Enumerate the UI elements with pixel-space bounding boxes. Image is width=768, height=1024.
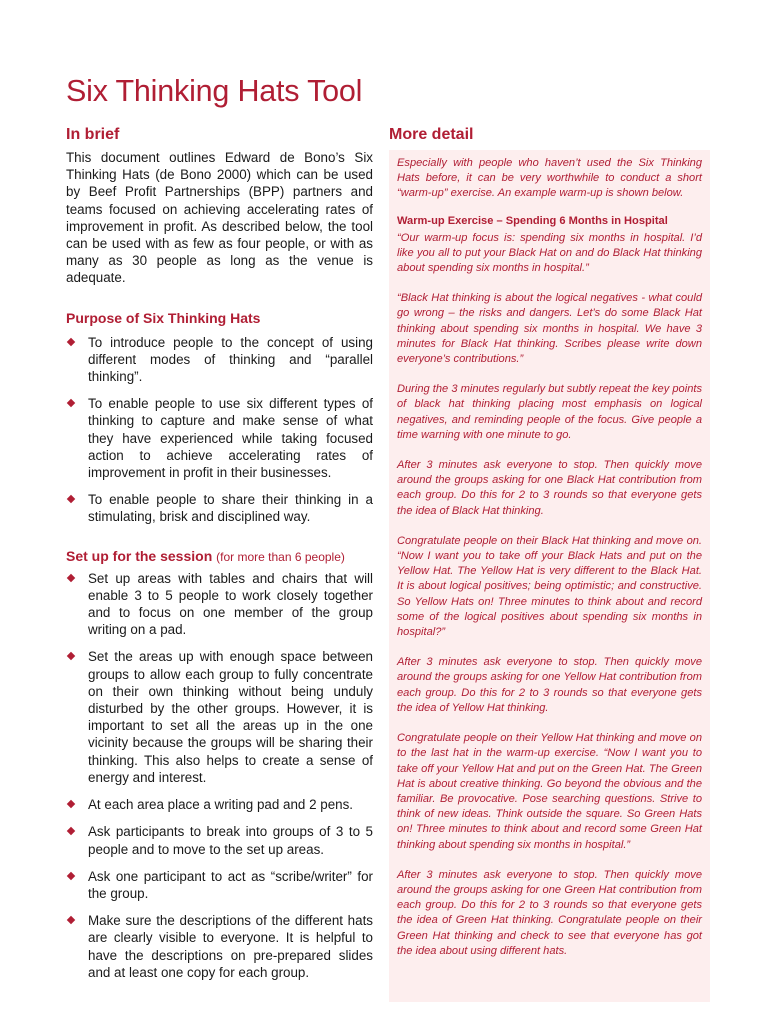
detail-paragraph: “Black Hat thinking is about the logical negatives - what could go wrong – the risks and dangers. Let’s do some Black Hat thinking about spending six months in hospital. We have 3 minutes for Black Hat thinking. Scribes please write down everyone’s contributions.” xyxy=(397,292,702,366)
diamond-bullet-icon xyxy=(67,573,75,581)
detail-paragraph: During the 3 minutes regularly but subtly repeat the key points of black hat thinking placing most emphasis on logical negatives, and reminding people of the focus. Give people a time warning with one minute to go. xyxy=(397,383,702,441)
detail-paragraph: After 3 minutes ask everyone to stop. Then quickly move around the groups asking for one Black Hat contribution from each group. Do this for 2 to 3 rounds so that everyone gets the idea of Black Hat thinking. xyxy=(397,459,702,517)
setup-heading-text: Set up for the session xyxy=(66,547,213,564)
list-item: To introduce people to the concept of using different modes of thinking and “parallel thinking”. xyxy=(66,334,373,386)
list-item: To enable people to share their thinking in a stimulating, brisk and disciplined way. xyxy=(66,491,373,525)
in-brief-text: This document outlines Edward de Bono’s Six Thinking Hats (de Bono 2000) which can be used by Beef Profit Partnerships (BPP) partners and teams focused on achieving accelerating rates of improvement in profit. As described below, the tool can be used with as few as four people, or with as many as 30 people as long as the venue is adequate. xyxy=(66,150,373,286)
diamond-bullet-icon xyxy=(67,399,75,407)
more-detail-panel xyxy=(389,150,710,1002)
list-item: To enable people to use six different types of thinking to capture and make sense of what they have experienced while taking focused action to achieve accelerating rates of improvement in profit in their businesses. xyxy=(66,395,373,481)
list-item: Ask participants to break into groups of 3 to 5 people and to move to the set up areas. xyxy=(66,823,373,857)
list-item: Set up areas with tables and chairs that will enable 3 to 5 people to work closely together and to focus on one member of the group writing on a pad. xyxy=(66,570,373,639)
in-brief-heading: In brief xyxy=(66,126,120,143)
right-column xyxy=(389,126,709,144)
diamond-bullet-icon xyxy=(67,337,75,345)
setup-heading-note: (for more than 6 people) xyxy=(216,549,345,564)
more-detail-heading: More detail xyxy=(389,126,474,143)
purpose-heading: Purpose of Six Thinking Hats xyxy=(66,309,261,326)
diamond-bullet-icon xyxy=(67,916,75,924)
document-title: Six Thinking Hats Tool xyxy=(66,74,363,108)
warmup-heading: Warm-up Exercise – Spending 6 Months in Hospital xyxy=(397,214,668,227)
left-column xyxy=(66,126,373,991)
detail-paragraph: After 3 minutes ask everyone to stop. Then quickly move around the groups asking for one Yellow Hat contribution from each group. Do this for 2 to 3 rounds so that everyone gets the idea of Yellow Hat thinking. xyxy=(397,656,702,714)
list-item: At each area place a writing pad and 2 pens. xyxy=(66,796,373,813)
detail-intro: Especially with people who haven’t used the Six Thinking Hats before, it can be very worthwhile to conduct a short “warm-up” exercise. An example warm-up is shown below. xyxy=(397,157,702,200)
setup-heading xyxy=(66,548,373,564)
diamond-bullet-icon xyxy=(67,800,75,808)
detail-paragraph: Congratulate people on their Black Hat thinking and move on. “Now I want you to take off your Black Hats and put on the Yellow Hat. The Yellow Hat is very different to the Black Hat. It is about logical positives; being optimistic; and constructive. So Yellow Hats on! Three minutes to think about and record some of the logical positives about spending six months in hospital?” xyxy=(397,534,702,639)
detail-paragraph: After 3 minutes ask everyone to stop. Then quickly move around the groups asking for one Green Hat contribution from each group. Do this for 2 to 3 rounds so that everyone gets the idea of Green Hat thinking. Congratulate people on their Green Hat thinking and check to see that everyone has got the idea about using different hats. xyxy=(397,868,702,957)
list-item: Ask one participant to act as “scribe/writer” for the group. xyxy=(66,868,373,902)
setup-list xyxy=(66,570,373,981)
diamond-bullet-icon xyxy=(67,652,75,660)
purpose-list xyxy=(66,334,373,526)
diamond-bullet-icon xyxy=(67,827,75,835)
list-item: Set the areas up with enough space between groups to allow each group to fully concentrate on their own thinking without being unduly disturbed by the other groups. However, it is important to set all the areas up in the one vicinity because the groups will be sharing their thinking. This also helps to create a sense of energy and interest. xyxy=(66,648,373,786)
detail-paragraph: “Our warm-up focus is: spending six months in hospital. I’d like you all to put your Black Hat on and do Black Hat thinking about spending six months in hospital.” xyxy=(397,231,702,275)
diamond-bullet-icon xyxy=(67,871,75,879)
list-item: Make sure the descriptions of the different hats are clearly visible to everyone. It is helpful to have the descriptions on pre-prepared slides and at least one copy for each group. xyxy=(66,912,373,981)
diamond-bullet-icon xyxy=(67,495,75,503)
detail-paragraph: Congratulate people on their Yellow Hat thinking and move on to the last hat in the warm-up exercise. “Now I want you to take off your Yellow Hat and put on the Green Hat. The Green Hat is about creative thinking. Go beyond the obvious and the familiar. Be provocative. Pose searching questions. Strive to think of new ideas. Think outside the square. So Green Hats on! Three minutes to think about and record some Green Hat thinking about spending six months in hospital.” xyxy=(397,732,702,851)
